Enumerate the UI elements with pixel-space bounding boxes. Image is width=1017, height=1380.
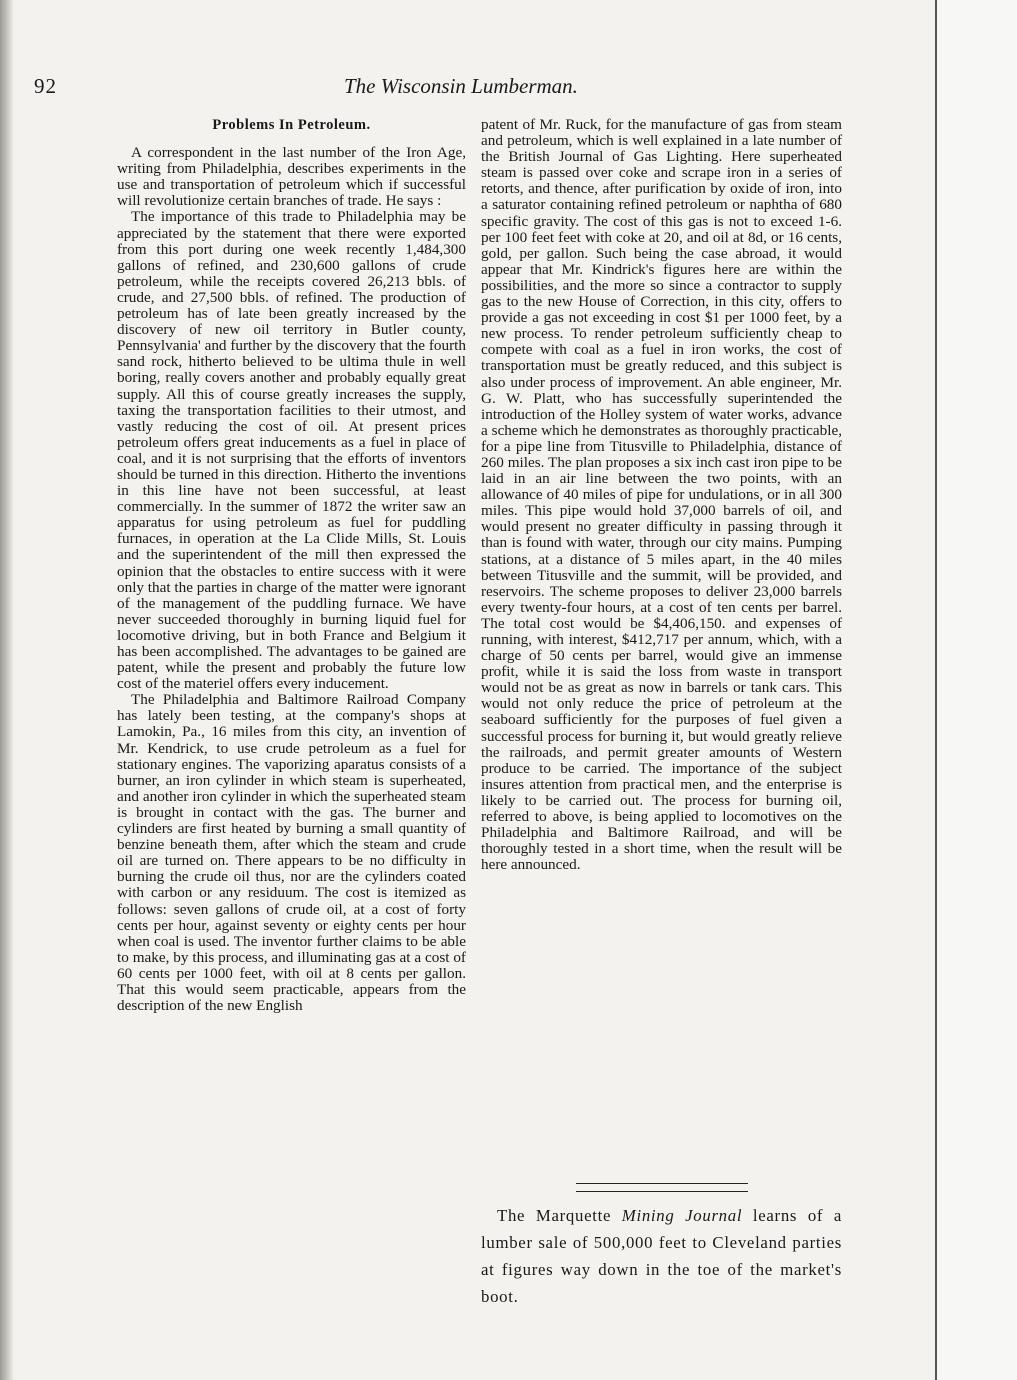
running-title: The Wisconsin Lumberman. (344, 74, 578, 98)
section-divider (576, 1183, 748, 1192)
article-paragraph: The Philadelphia and Baltimore Railroad Company has lately been testing, at the company's shops at Lamokin, Pa., 16 miles from this city, an invention of Mr. Kendrick, to use crude petroleum as a fuel for stationary engines. The vaporizing aparatus consists of a burner, an iron cylinder in which steam is superheated, and another iron cylinder in which the superheated steam is brought in contact with the gas. The burner and cylinders are first heated by burning a small quantity of benzine beneath them, after which the steam and crude oil are turned on. There appears to be no difficulty in burning the crude oil thus, nor are the cylinders coated with carbon or any residuum. The cost is itemized as follows: seven gallons of crude oil, at a cost of forty cents per hour, against seventy or eighty cents per hour when coal is used. The inventor further claims to be able to make, by this process, and illuminating gas at a cost of 60 cents per 1000 feet, with oil at 8 cents per gallon. That this would seem practicable, appears from the description of the new English (117, 691, 466, 1015)
notice-text-before: The Marquette (497, 1206, 622, 1225)
article-paragraph: A correspondent in the last number of the Iron Age, writing from Philadelphia, describes experiments in the use and transportation of petroleum which if successful will revolutionize certain branches of trade. He says : (117, 144, 466, 210)
article-right-column (481, 117, 842, 873)
notice-journal-name: Mining Journal (621, 1206, 743, 1225)
page-number: 92 (34, 74, 57, 98)
page-binding-shadow (0, 0, 14, 1380)
article-paragraph: patent of Mr. Ruck, for the manufacture of gas from steam and petroleum, which is well explained in a late number of the British Journal of Gas Lighting. Here superheated steam is passed over coke and scrape iron in a series of retorts, and thence, after purification by oxide of iron, into a saturator containing refined petroleum or naphtha of 680 specific gravity. The cost of this gas is not to exceed 1-6. per 100 feet feet with coke at 20, and oil at 8d, or 16 cents, gold, per gallon. Such being the case abroad, it would appear that Mr. Kindrick's figures here are within the possibilities, and the more so since a contractor to supply gas to the new House of Correction, in this city, offers to provide a gas not exceeding in cost $1 per 1000 feet, by a new process. To render petroleum sufficiently cheap to compete with coal as a fuel in iron works, the cost of transportation must be greatly reduced, and this subject is also under process of improvement. An able engineer, Mr. G. W. Platt, who has successfully superintended the introduction of the Holley system of water works, advance a scheme which he demonstrates as thoroughly practicable, for a pipe line from Titusville to Philadelphia, distance of 260 miles. The plan proposes a six inch cast iron pipe to be laid in an air line between the two points, with an allowance of 40 miles of pipe for undulations, or in all 300 miles. This pipe would hold 37,000 barrels of oil, and would present no greater difficulty in passing through it than is found with water, through our city mains. Pumping stations, at a distance of 5 miles apart, in the 40 miles between Titusville and the summit, will be provided, and reservoirs. The scheme proposes to deliver 23,000 barrels every twenty-four hours, at a cost of ten cents per barrel. The total cost would be $4,406,150. and expenses of running, with interest, $412,717 per annum, which, with a charge of 50 cents per barrel, would give an immense profit, while it is said the loss from waste in transport would not be as great as now in barrels or tank cars. This would not only reduce the price of petroleum at the seaboard sufficiently for the purposes of fuel given a successful process for burning it, but would greatly relieve the railroads, and permit greater amounts of Western produce to be carried. The importance of the subject insures attention from practical men, and the enterprise is likely to be carried out. The process for burning oil, referred to above, is being applied to locomotives on the Philadelphia and Baltimore Railroad, and will be thoroughly tested in a short time, when the result will be here announced. (481, 116, 842, 874)
page-edge-line (935, 0, 937, 1380)
notice-text-after: learns of a lumber sale of 500,000 feet to Cleveland parties at figures way down in the toe of the market's boot. (481, 1206, 843, 1306)
article-left-column (117, 117, 466, 1014)
article-heading: Problems In Petroleum. (212, 117, 371, 133)
lumber-sale-notice (481, 1202, 842, 1310)
next-page-edge (937, 0, 1017, 1380)
page-header (34, 74, 914, 104)
article-paragraph: The importance of this trade to Philadelphia may be appreciated by the statement that there were exported from this port during one week recently 1,484,300 gallons of refined, and 230,600 gallons of crude petroleum, while the receipts covered 26,213 bbls. of crude, and 27,500 bbls. of refined. The production of petroleum has of late been greatly increased by the discovery of new oil territory in Butler county, Pennsylvania' and further by the discovery that the fourth sand rock, hitherto believed to be ultima thule in well boring, really covers another and probably equally great supply. All this of course greatly increases the supply, taxing the transportation facilities to their utmost, and vastly reducing the cost of oil. At present prices petroleum offers great inducements as a fuel in place of coal, and it is not surprising that the efforts of inventors should be turned in this direction. Hitherto the inventions in this line have not been successful, at least commercially. In the summer of 1872 the writer saw an apparatus for using petroleum as fuel for puddling furnaces, in operation at the La Clide Mills, St. Louis and the superintendent of the mill then expressed the opinion that the obstacles to entire success with it were only that the parties in charge of the matter were ignorant of the management of the puddling furnace. We have never succeeded thoroughly in burning liquid fuel for locomotive driving, but in both France and Belgium it has been accomplished. The advantages to be gained are patent, while the present and probably the future low cost of the materiel offers every inducement. (117, 208, 466, 693)
